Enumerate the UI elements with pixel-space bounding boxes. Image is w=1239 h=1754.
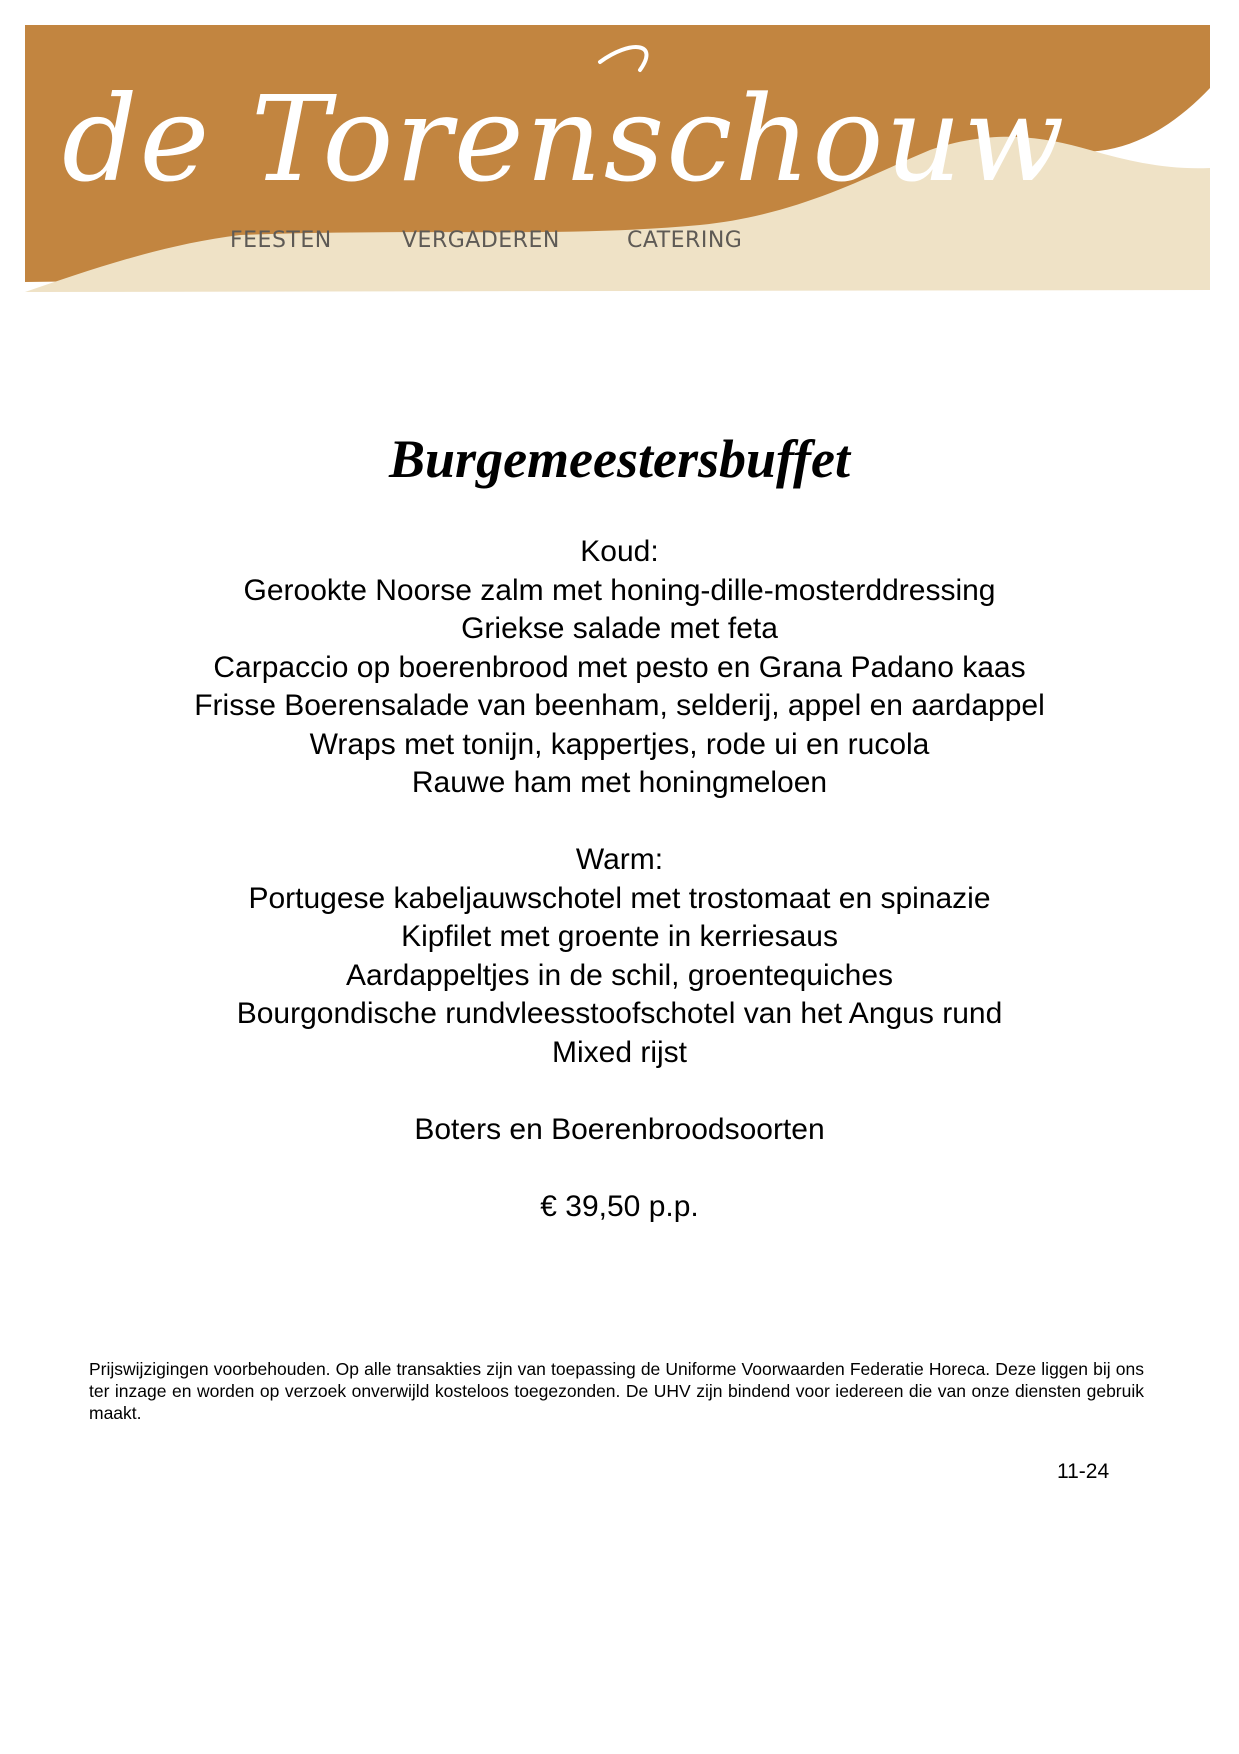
extra-line: Boters en Boerenbroodsoorten	[414, 1112, 825, 1146]
menu-item: Rauwe ham met honingmeloen	[411, 766, 828, 799]
header-banner	[0, 0, 1239, 300]
menu-item: Frisse Boerensalade van beenham, selderij, appel en aardappel	[194, 689, 1045, 722]
menu-content	[40, 533, 1199, 1226]
page-title: Burgemeestersbuffet	[389, 429, 850, 489]
menu-item: Kipfilet met groente in kerriesaus	[401, 920, 838, 953]
tagline-vergaderen: VERGADEREN	[402, 228, 560, 253]
spacer	[40, 1072, 1199, 1111]
menu-item: Gerookte Noorse zalm met honing-dille-mosterddressing	[243, 573, 996, 607]
section-heading-cold: Koud:	[580, 535, 659, 568]
tagline-catering: CATERING	[627, 228, 743, 253]
price-line: € 39,50 p.p.	[540, 1189, 699, 1223]
document-code: 11-24	[1057, 1460, 1110, 1483]
brand-logo-text: de Torenschouw	[62, 70, 1067, 208]
menu-item: Griekse salade met feta	[461, 612, 778, 645]
spacer	[40, 803, 1199, 842]
menu-item: Portugese kabeljauwschotel met trostomaat en spinazie	[248, 881, 991, 915]
menu-item: Wraps met tonijn, kappertjes, rode ui en rucola	[309, 727, 930, 761]
spacer	[40, 1149, 1199, 1188]
menu-item: Bourgondische rundvleesstoofschotel van het Angus rund	[236, 997, 1003, 1030]
menu-item: Mixed rijst	[551, 1035, 687, 1069]
disclaimer-text: Prijswijzigingen voorbehouden. Op alle transakties zijn van toepassing de Uniforme Voorwaarden Federatie Horeca. Deze liggen bij ons ter inzage en worden op verzoek onverwijld kosteloos toegezonden. De UHV zijn bindend voor iedereen die van onze diensten gebruik maakt.	[89, 1359, 1144, 1423]
tagline-feesten: FEESTEN	[230, 228, 332, 253]
menu-item: Carpaccio op boerenbrood met pesto en Grana Padano kaas	[213, 650, 1026, 684]
menu-item: Aardappeltjes in de schil, groentequiches	[345, 958, 894, 992]
section-heading-warm: Warm:	[575, 843, 664, 876]
